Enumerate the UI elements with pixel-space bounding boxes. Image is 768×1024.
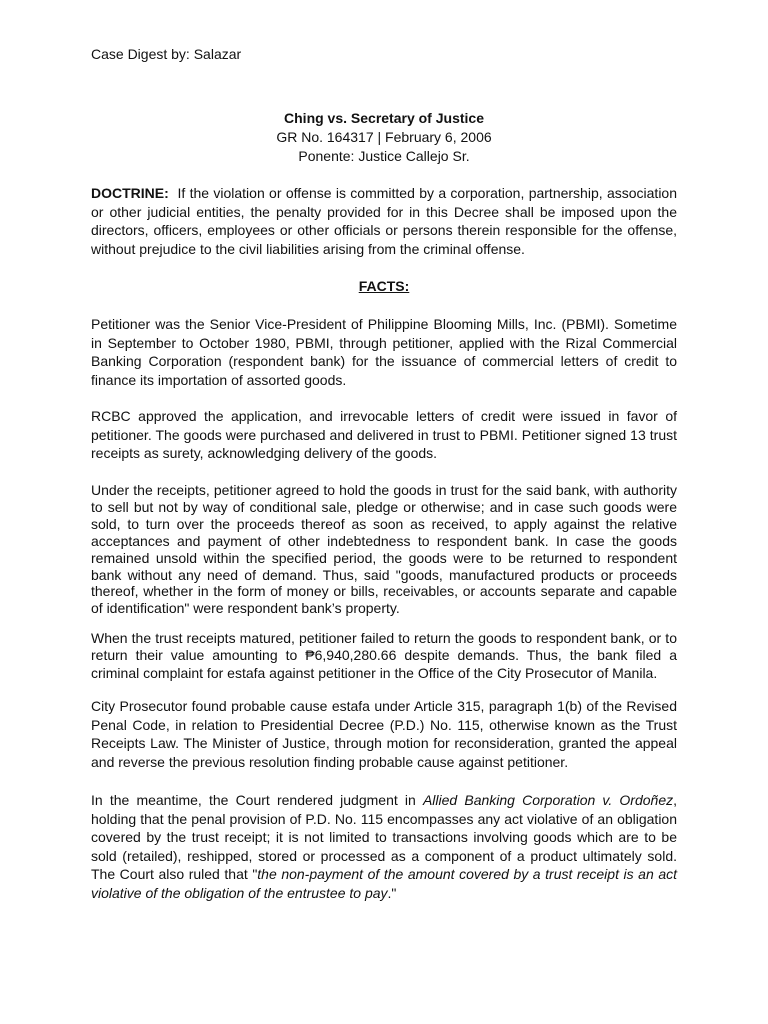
doctrine-text: If the violation or offense is committed by a corporation, partnership, association or other judicial entities, the penalty provided for in this Decree shall be imposed upon the directors, officers, employees or other officials or persons therein responsible for the offense, without prejudice to the civil liabilities arising from the criminal offense. [91,185,678,257]
doctrine-label: DOCTRINE: [91,185,169,201]
case-title: Ching vs. Secretary of Justice [284,110,484,126]
facts-p6-body: , holding that the penal provision of P.D. No. 115 encompasses any act violative of an obligation covered by the trust receipt; it is not limited to transactions involving goods which are to be sold (retailed), reshipped, stored or processed as a component of a product ultimately sold. The Court also ruled that " [91,792,678,882]
case-title-block [91,109,677,166]
facts-paragraph-1: Petitioner was the Senior Vice-President of Philippine Blooming Mills, Inc. (PBMI). Sometime in September to October 1980, PBMI, through petitioner, applied with the Rizal Commercial Banking Corporation (respondent bank) for the issuance of commercial letters of credit to finance its importation of assorted goods. [91,316,677,388]
facts-paragraph-6 [91,791,677,902]
facts-heading: FACTS: [358,278,410,294]
case-ponente: Ponente: Justice Callejo Sr. [298,148,470,164]
facts-p6-end: ." [387,884,397,901]
case-gr-number: GR No. 164317 | February 6, 2006 [276,129,492,145]
facts-paragraph-2: RCBC approved the application, and irrevocable letters of credit were issued in favor of petitioner. The goods were purchased and delivered in trust to PBMI. Petitioner signed 13 trust receipts as surety, acknowledging delivery of the goods. [91,408,677,461]
digest-author-line: Case Digest by: Salazar [91,46,242,62]
facts-paragraph-5: City Prosecutor found probable cause estafa under Article 315, paragraph 1(b) of the Revised Penal Code, in relation to Presidential Decree (P.D.) No. 115, otherwise known as the Trust Receipts Law. The Minister of Justice, through motion for reconsideration, granted the appeal and reverse the previous resolution finding probable cause against petitioner. [91,698,677,770]
facts-paragraph-3: Under the receipts, petitioner agreed to hold the goods in trust for the said bank, with authority to sell but not by way of conditional sale, pledge or otherwise; and in case such goods were sold, to turn over the proceeds thereof as soon as received, to apply against the relative acceptances and payment of other indebtedness to respondent bank. In case the goods remained unsold within the specified period, the goods were to be returned to respondent bank without any need of demand. Thus, said "goods, manufactured products or proceeds thereof, whether in the form of money or bills, receivables, or accounts separate and capable of identification" were respondent bank’s property. [91,482,677,617]
court-ruling-quote: the non-payment of the amount covered by a trust receipt is an act violative of the obligation of the entrustee to pay [91,866,677,901]
facts-paragraph-4: When the trust receipts matured, petitioner failed to return the goods to respondent bank, or to return their value amounting to ₱6,940,280.66 despite demands. Thus, the bank filed a criminal complaint for estafa against petitioner in the Office of the City Prosecutor of Manila. [91,630,677,681]
facts-p6-intro: In the meantime, the Court rendered judgment in [91,792,423,808]
cited-case-name: Allied Banking Corporation v. Ordoñez [422,792,674,808]
doctrine-paragraph [91,184,677,258]
